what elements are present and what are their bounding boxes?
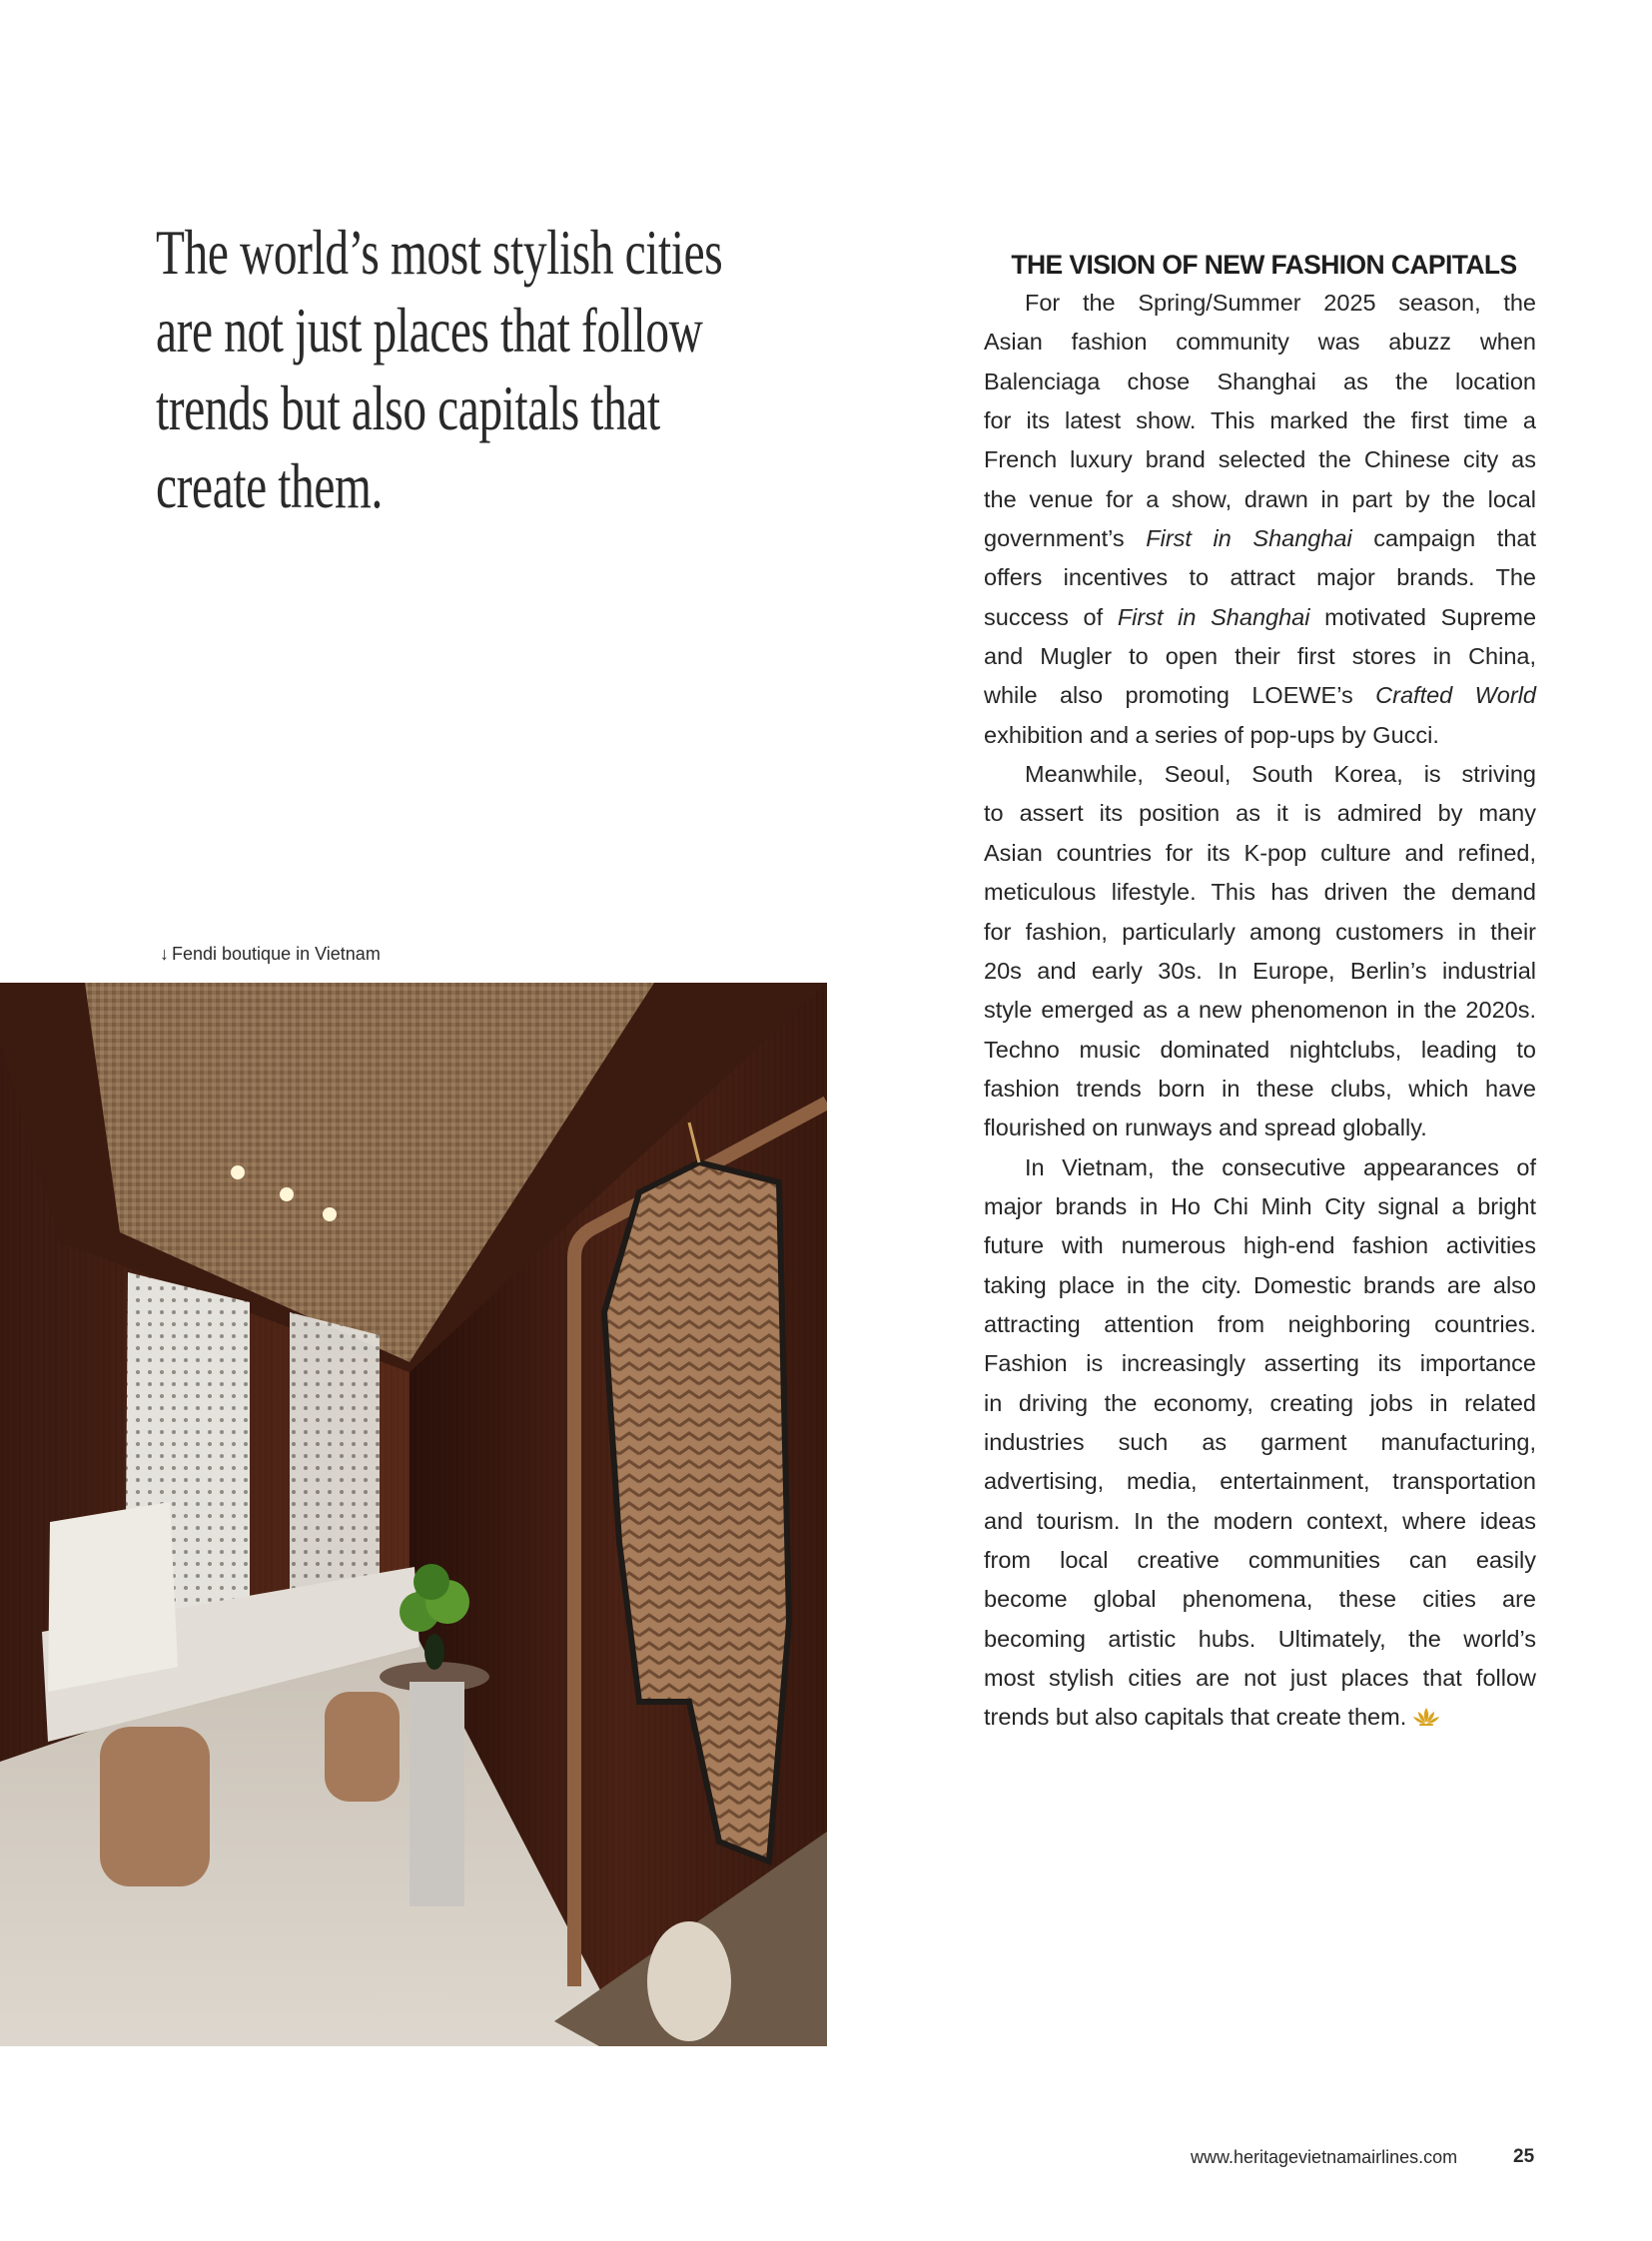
article-line <box>984 363 1536 401</box>
text-run: becoming artistic hubs. Ultimately, the world’s <box>984 1625 1536 1652</box>
text-run: motivated Supreme <box>1309 603 1537 630</box>
article-line <box>984 1462 1536 1501</box>
text-run: become global phenomena, these cities are <box>984 1586 1536 1613</box>
article-line <box>984 519 1536 558</box>
text-run: Fashion is increasingly asserting its importance <box>984 1350 1536 1377</box>
text-run: French luxury brand selected the Chinese city as <box>984 446 1536 473</box>
cushion <box>48 1502 178 1692</box>
boutique-illustration <box>0 983 827 2046</box>
pull-quote-line: are not just places that follow <box>156 295 703 366</box>
text-run: government’s <box>984 525 1147 552</box>
photo-caption-text: Fendi boutique in Vietnam <box>172 944 381 964</box>
article-line <box>984 1541 1536 1580</box>
text-run: to assert its position as it is admired by many <box>984 800 1536 827</box>
article-line <box>984 598 1536 637</box>
photo-caption <box>160 944 381 965</box>
article <box>984 246 1536 1738</box>
article-line <box>984 991 1536 1030</box>
text-run: fashion trends born in these clubs, which have <box>984 1075 1536 1102</box>
text-run: exhibition and a series of pop-ups by Gucci. <box>984 721 1439 748</box>
text-run: major brands in Ho Chi Minh City signal a bright <box>984 1192 1536 1219</box>
text-run: campaign that <box>1351 525 1536 552</box>
article-line <box>984 755 1536 794</box>
article-line <box>984 716 1536 755</box>
article-line <box>984 480 1536 519</box>
article-line <box>984 1031 1536 1070</box>
slippers <box>647 1921 731 2041</box>
article-line <box>984 1580 1536 1619</box>
pull-quote-line: create them. <box>156 450 383 521</box>
pull-quote <box>156 214 821 525</box>
text-run: for its latest show. This marked the first time a <box>984 407 1536 434</box>
article-line <box>984 1620 1536 1659</box>
text-run: Meanwhile, Seoul, South Korea, is striving <box>1025 761 1536 788</box>
text-run: Asian fashion community was abuzz when <box>984 329 1536 356</box>
pull-quote-line: trends but also capitals that <box>156 373 660 443</box>
article-body <box>984 284 1536 1738</box>
text-run: most stylish cities are not just places that follow <box>984 1665 1536 1692</box>
text-run: taking place in the city. Domestic brands are also <box>984 1271 1536 1298</box>
arrow-down-icon: ↓ <box>160 944 169 964</box>
article-line <box>984 558 1536 597</box>
pull-quote-line: The world’s most stylish cities <box>156 217 723 288</box>
text-run: for fashion, particularly among customers in their <box>984 918 1536 945</box>
bench-leg <box>100 1727 210 1886</box>
text-run: the venue for a show, drawn in part by the local <box>984 485 1536 512</box>
text-run: and Mugler to open their first stores in China, <box>984 643 1536 670</box>
vase <box>424 1634 444 1670</box>
text-run: In Vietnam, the consecutive appearances of <box>1025 1153 1536 1180</box>
bench-leg <box>325 1692 400 1802</box>
text-run: For the Spring/Summer 2025 season, the <box>1025 290 1536 316</box>
article-line <box>984 676 1536 715</box>
page-number: 25 <box>1513 2146 1535 2167</box>
text-run: in driving the economy, creating jobs in related <box>984 1389 1536 1416</box>
ceiling-light <box>231 1165 245 1179</box>
article-line <box>984 1423 1536 1462</box>
text-run: offers incentives to attract major brands. The <box>984 564 1536 591</box>
side-table-base <box>410 1682 464 1906</box>
article-line <box>984 1305 1536 1344</box>
article-line <box>984 1187 1536 1226</box>
article-line <box>984 1109 1536 1147</box>
article-line <box>984 1384 1536 1423</box>
text-run: Asian countries for its K-pop culture and refined, <box>984 839 1536 866</box>
article-line <box>984 637 1536 676</box>
article-line <box>984 1226 1536 1265</box>
text-run: advertising, media, entertainment, transportation <box>984 1468 1536 1495</box>
text-run: style emerged as a new phenomenon in the 2020s. <box>984 997 1536 1024</box>
article-line <box>984 913 1536 952</box>
boutique-photo <box>0 983 827 2046</box>
lotus-icon <box>1412 1700 1440 1739</box>
article-line <box>984 401 1536 440</box>
text-run: Balenciaga chose Shanghai as the location <box>984 368 1536 394</box>
text-run: and tourism. In the modern context, where ideas <box>984 1507 1536 1534</box>
article-line <box>984 952 1536 991</box>
footer-url[interactable]: www.heritagevietnamairlines.com <box>1191 2147 1458 2167</box>
article-line <box>984 873 1536 912</box>
article-line <box>984 440 1536 479</box>
text-run: Techno music dominated nightclubs, leading to <box>984 1036 1536 1063</box>
article-line <box>984 1698 1536 1737</box>
article-line <box>984 323 1536 362</box>
italic-title: First in Shanghai <box>1146 525 1352 552</box>
ceiling-light <box>280 1187 294 1201</box>
text-run: while also promoting LOEWE’s <box>984 682 1376 709</box>
article-line <box>984 794 1536 833</box>
text-run: 20s and early 30s. In Europe, Berlin’s industrial <box>984 957 1536 984</box>
section-heading: THE VISION OF NEW FASHION CAPITALS <box>1011 250 1517 280</box>
article-line <box>984 1070 1536 1109</box>
article-line <box>984 1266 1536 1305</box>
text-run: from local creative communities can easily <box>984 1547 1536 1573</box>
text-run: flourished on runways and spread globally. <box>984 1115 1427 1141</box>
article-line <box>984 1148 1536 1187</box>
text-run: meticulous lifestyle. This has driven the demand <box>984 879 1536 906</box>
italic-title: First in Shanghai <box>1117 603 1310 630</box>
article-line <box>984 1502 1536 1541</box>
article-line <box>984 1659 1536 1698</box>
text-run: future with numerous high-end fashion activities <box>984 1232 1536 1259</box>
italic-title: Crafted World <box>1375 682 1536 709</box>
text-run: trends but also capitals that create them. <box>984 1704 1407 1731</box>
article-line <box>984 284 1536 323</box>
ceiling-light <box>323 1207 337 1221</box>
article-line <box>984 834 1536 873</box>
article-line <box>984 1344 1536 1383</box>
text-run: industries such as garment manufacturing, <box>984 1428 1536 1455</box>
text-run: success of <box>984 603 1118 630</box>
text-run: attracting attention from neighboring countries. <box>984 1310 1536 1337</box>
